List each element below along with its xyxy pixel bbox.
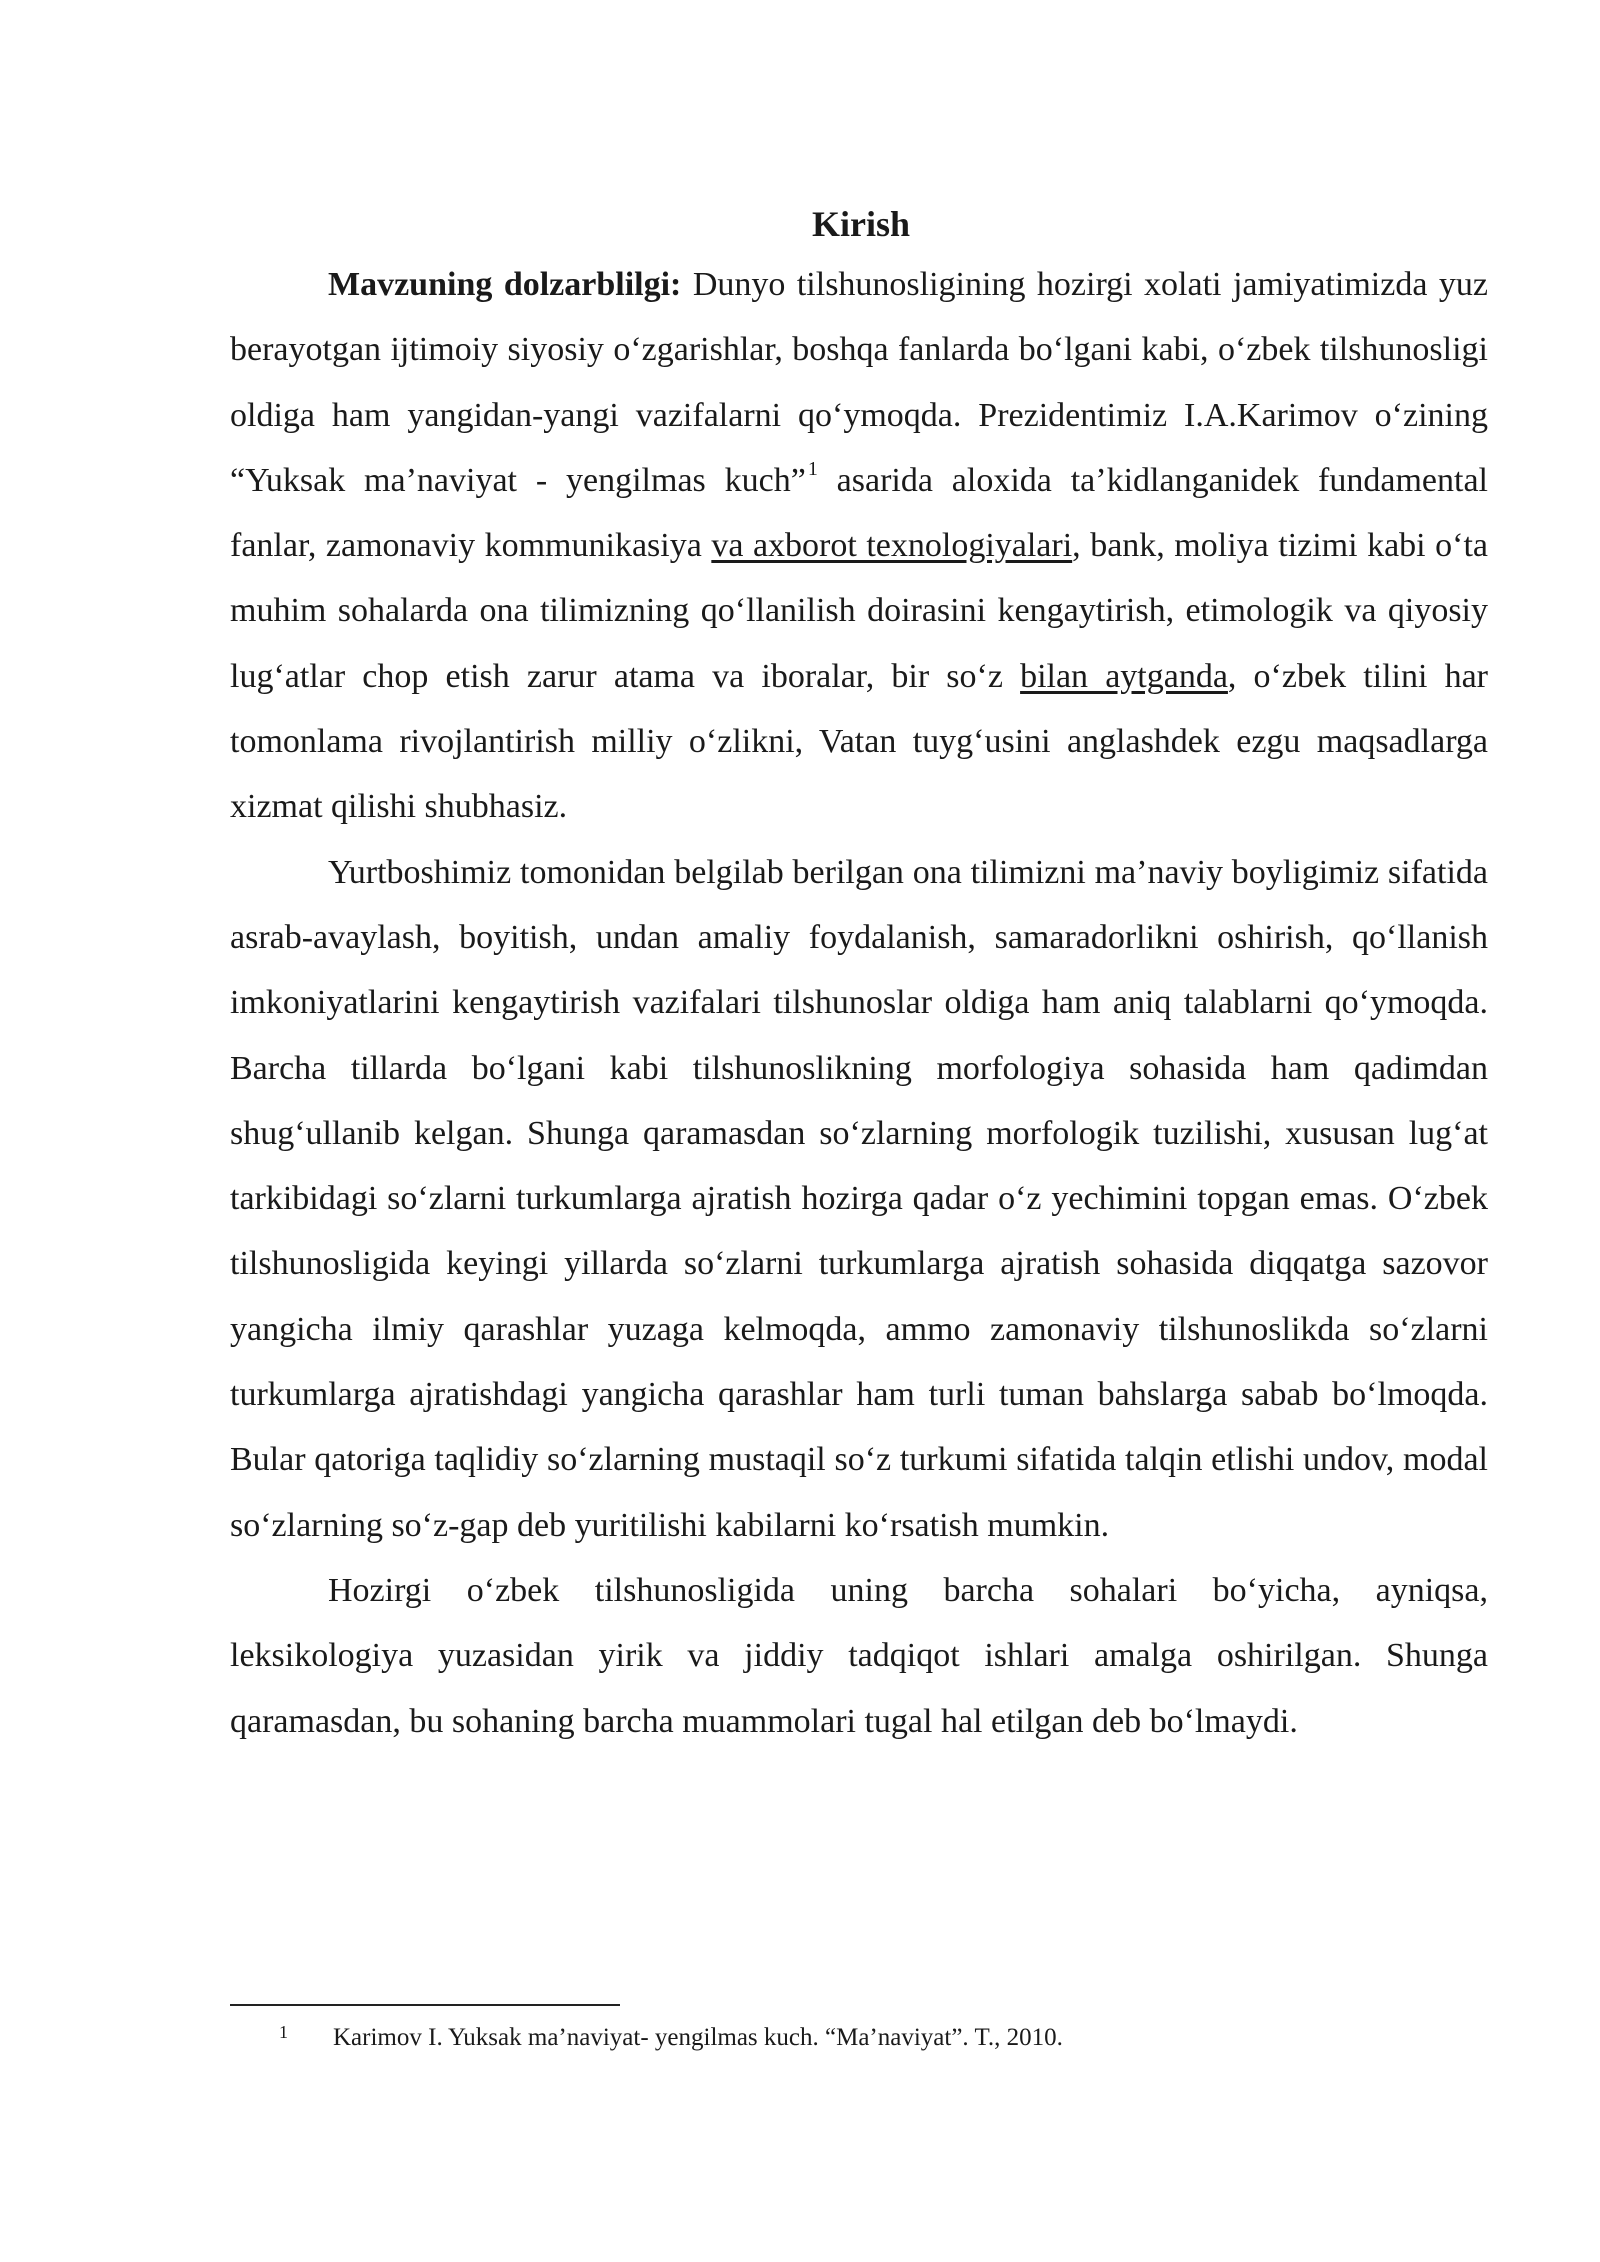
paragraph-relevance [230,252,1488,840]
footnote-reference: 1 [807,457,818,480]
paragraph-text: asarida aloxida ta’kidlanganidek fundamental fanlar, zamonaviy kommunikasiya [230,461,1488,565]
footnote-divider [230,2004,620,2006]
paragraph-lexicology: Hozirgi o‘zbek tilshunosligida uning barcha sohalari bo‘yicha, ayniqsa, leksikologiya yuzasidan yirik va jiddiy tadqiqot ishlari amalga oshirilgan. Shunga qaramasdan, bu sohaning barcha muammolari tugal hal etilgan deb bo‘lmaydi. [230,1571,1488,1740]
page-title: Kirish [811,204,910,244]
underlined-phrase: bilan aytganda [1020,657,1228,695]
paragraph-lead: Mavzuning dolzarblilgi: [328,266,682,303]
paragraph-text: , bank, moliya tizimi kabi o‘ta muhim sohalarda ona tilimizning qo‘llanilish doirasini kengaytirish, etimologik va qiyosiy lug‘atlar chop etish zarur atama va iboralar, bir so‘z [230,527,1489,695]
footnote-number: 1 [279,2022,288,2042]
underlined-phrase: va axborot texnologiyalari [711,527,1073,565]
paragraph-text: Dunyo tilshunosligining hozirgi xolati jamiyatimizda yuz berayotgan ijtimoiy siyosiy o‘zgarishlar, boshqa fanlarda bo‘lgani kabi, o‘zbek tilshunosligi oldiga ham yangidan-yangi vazifalarni qo‘ymoqda. Prezidentimiz I.A.Karimov o‘zining “Yuksak ma’naviyat - yengilmas kuch” [230,266,1488,499]
footnote-text: Karimov I. Yuksak ma’naviyat- yengilmas kuch. “Ma’naviyat”. T., 2010. [333,2024,1063,2051]
paragraph-text: , o‘zbek tilini har tomonlama rivojlantirish milliy o‘zlikni, Vatan tuyg‘usini anglashdek ezgu maqsadlarga xizmat qilishi shubhasiz. [230,657,1488,826]
document-body [230,196,1488,1754]
paragraph-morphology: Yurtboshimiz tomonidan belgilab berilgan ona tilimizni ma’naviy boyligimiz sifatida asrab-avaylash, boyitish, undan amaliy foydalanish, samaradorlikni oshirish, qo‘llanish imkoniyatlarini kengaytirish vazifalari tilshunoslar oldiga ham aniq talablarni qo‘ymoqda. Barcha tillarda bo‘lgani kabi tilshunoslikning morfologiya sohasida ham qadimdan shug‘ullanib kelgan. Shunga qaramasdan so‘zlarning morfologik tuzilishi, xususan lug‘at tarkibidagi so‘zlarni turkumlarga ajratish hozirga qadar o‘z yechimini topgan emas. O‘zbek tilshunosligida keyingi yillarda so‘zlarni turkumlarga ajratish sohasida diqqatga sazovor yangicha ilmiy qarashlar yuzaga kelmoqda, ammo zamonaviy tilshunoslikda so‘zlarni turkumlarga ajratishdagi yangicha qarashlar ham turli tuman bahslarga sabab bo‘lmoqda. Bular qatoriga taqlidiy so‘zlarning mustaqil so‘z turkumi sifatida talqin etlishi undov, modal so‘zlarning so‘z-gap deb yuritilishi kabilarni ko‘rsatish mumkin. [230,853,1488,1544]
